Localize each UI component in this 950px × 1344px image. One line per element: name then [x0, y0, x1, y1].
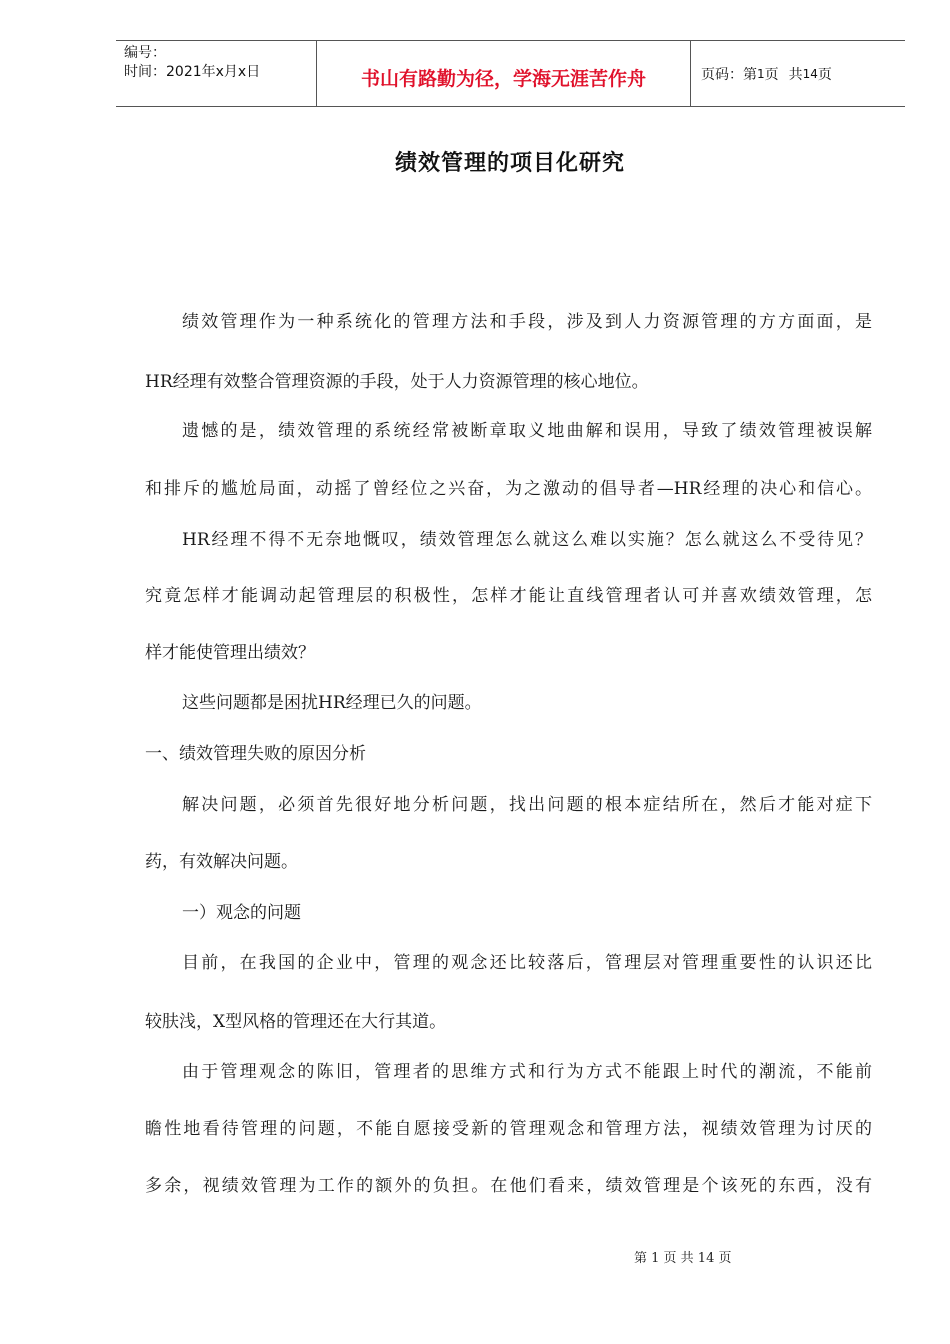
body-line: 绩效管理作为一种系统化的管理方法和手段，涉及到人力资源管理的方方面面，是	[182, 312, 872, 332]
body-line: 药，有效解决问题。	[145, 852, 298, 872]
page-footer: 第 1 页 共 14 页	[634, 1251, 732, 1266]
document-title: 绩效管理的项目化研究	[394, 151, 625, 176]
page-mid: 页	[764, 67, 779, 83]
body-line: 解决问题，必须首先很好地分析问题，找出问题的根本症结所在，然后才能对症下	[182, 795, 872, 815]
body-line: 究竟怎样才能调动起管理层的积极性，怎样才能让直线管理者认可并喜欢绩效管理，怎	[145, 586, 872, 606]
body-line: 目前，在我国的企业中，管理的观念还比较落后，管理层对管理重要性的认识还比	[182, 953, 872, 973]
section-heading: 一、绩效管理失败的原因分析	[145, 744, 366, 764]
body-line: HR经理有效整合管理资源的手段，处于人力资源管理的核心地位。	[145, 372, 649, 392]
page-header	[116, 40, 905, 107]
body-line: 和排斥的尴尬局面，动摇了曾经位之兴奋，为之激动的倡导者—HR经理的决心和信心。	[145, 479, 872, 499]
header-motto: 书山有路勤为径，学海无涯苦作舟	[360, 67, 646, 90]
body-line: 样才能使管理出绩效？	[145, 643, 315, 663]
page-total: 14	[802, 67, 818, 81]
page-prefix: 页码：第	[701, 67, 757, 83]
page-number: 1	[757, 67, 765, 81]
page-suffix: 页	[817, 67, 832, 83]
body-line: 较肤浅，X型风格的管理还在大行其道。	[145, 1012, 447, 1032]
serial-label: 编号：	[124, 45, 166, 61]
header-page-info	[691, 41, 905, 107]
page-total-prefix: 共	[788, 67, 803, 83]
subsection-heading: 一）观念的问题	[182, 903, 301, 923]
body-line: HR经理不得不无奈地慨叹，绩效管理怎么就这么难以实施？怎么就这么不受待见？	[182, 530, 872, 550]
body-line: 瞻性地看待管理的问题，不能自愿接受新的管理观念和管理方法，视绩效管理为讨厌的	[145, 1119, 872, 1139]
body-line: 遗憾的是，绩效管理的系统经常被断章取义地曲解和误用，导致了绩效管理被误解	[182, 421, 872, 441]
body-line: 多余，视绩效管理为工作的额外的负担。在他们看来，绩效管理是个该死的东西，没有	[145, 1176, 872, 1196]
header-meta	[116, 41, 316, 107]
body-line: 这些问题都是困扰HR经理已久的问题。	[182, 693, 482, 713]
time-label: 时间：2021年x月x日	[124, 64, 261, 80]
body-line: 由于管理观念的陈旧，管理者的思维方式和行为方式不能跟上时代的潮流，不能前	[182, 1062, 872, 1082]
